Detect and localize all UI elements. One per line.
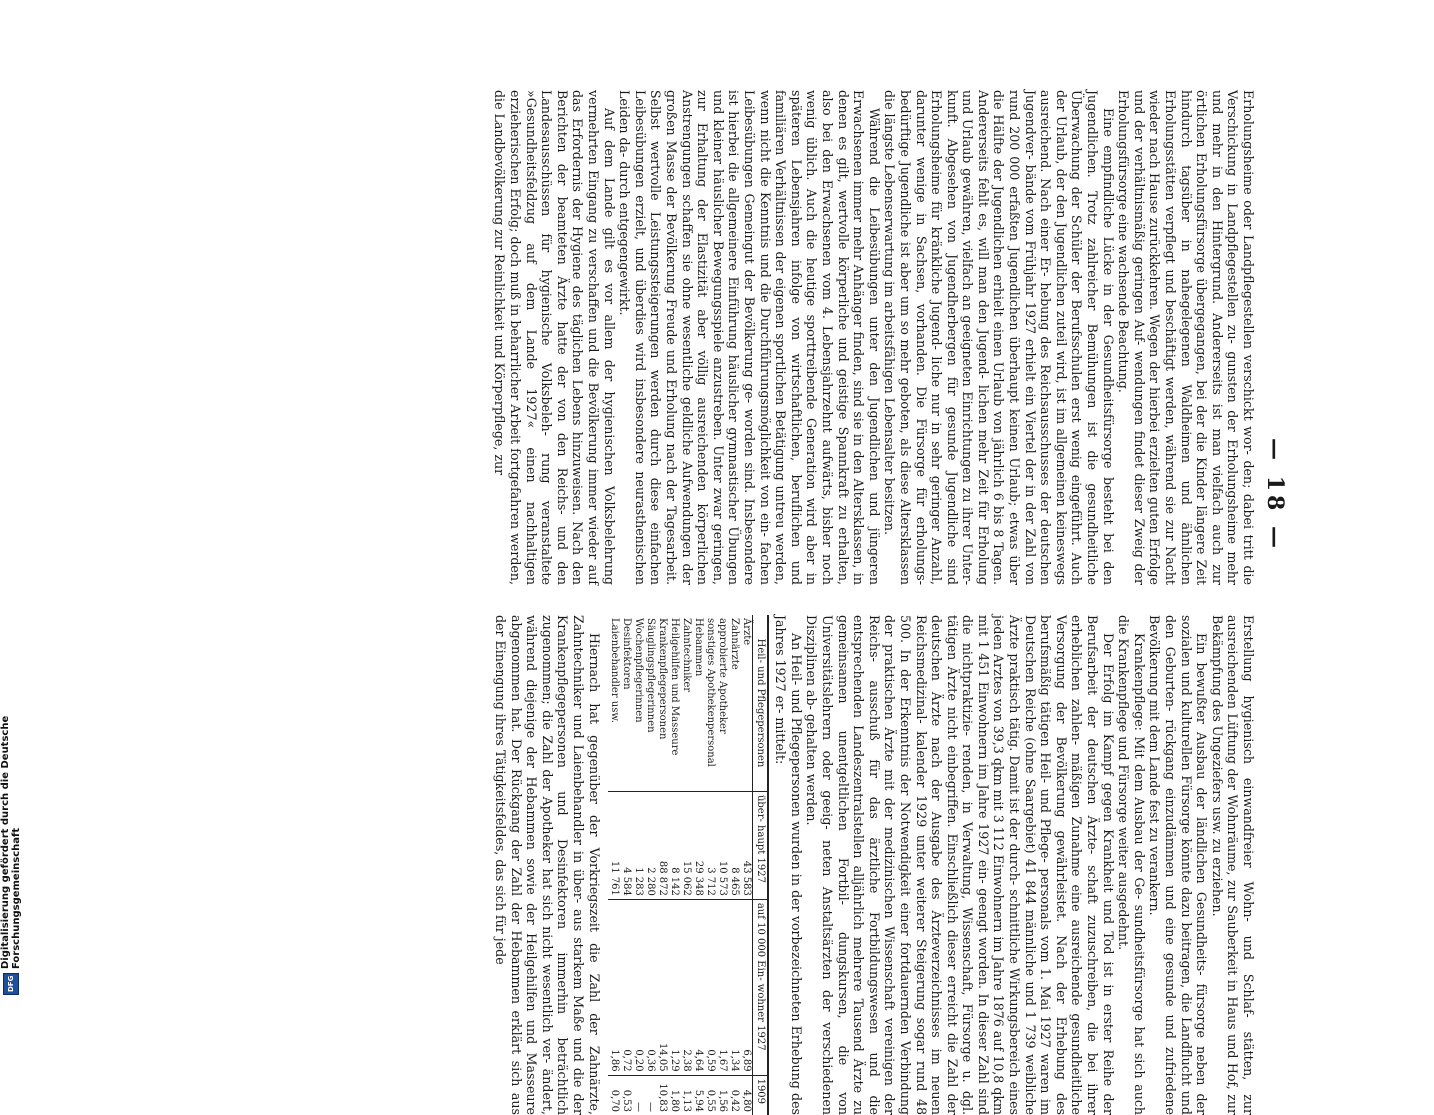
row-value: 0,53	[620, 1075, 632, 1115]
row-value: 43 583	[740, 791, 753, 899]
row-label: Säuglingspflegerinnen	[644, 618, 656, 733]
row-value: 3 712	[704, 791, 716, 899]
table-row	[656, 615, 668, 1115]
row-value: 0,36	[644, 899, 656, 1075]
row-value: 0,59	[704, 899, 716, 1075]
paragraph: Während die Leibesübungen unter den Jugendlichen und jüngeren Erwachsenen immer mehr Anhänger finden, sind sie in den Altersklassen, in denen es gilt, wertvolle körperliche und geistige Spannkraft zu erhalten, also bei den Erwachsenen vom 4. Lebensjahrzehnt aufwärts, bisher noch wenig üblich. Auch die heutige sporttreibende Generation wird aber in späteren Lebensjahren infolge von wirtschaftlichen, beruflichen und familiären Verhältnissen der eigenen sportlichen Betätigung untreu werden, wenn nicht die Kenntnis und die Durchführungsmöglichkeit von ein- fachen Leibesübungen Gemeingut der Bevölkerung ge- worden sind. Insbesondere ist hierbei die allgemeinere Einführung häuslicher gymnastischer Übungen und kleiner häuslicher Bewegungsspiele anzustreben. Unter zwar geringen, zur Erhaltung der Elastizität aber völlig ausreichenden körperlichen Anstrengungen schaffen sie ohne wesentliche geldliche Aufwendungen der großen Masse der Bevölkerung Freude und Erholung nach der Tagesarbeit. Selbst wertvolle Leistungssteigerungen werden durch diese einfachen Leibesübungen erzielt, und überdies wird insbesondere neurasthenischen Leiden da- durch entgegengewirkt.	[617, 90, 882, 585]
row-value: 4 584	[620, 791, 632, 899]
table-body	[608, 615, 753, 1115]
row-value: 2 280	[644, 791, 656, 899]
row-label: approbierte Apotheker	[716, 618, 728, 734]
row-value: 88 872	[656, 791, 668, 899]
left-column	[492, 90, 1256, 585]
row-label: Zahnärzte	[728, 618, 740, 670]
row-value: 1,13	[680, 1075, 692, 1115]
row-value: 1,29	[668, 899, 680, 1075]
row-value: 1,34	[728, 899, 740, 1075]
paragraph: Ein bewußter Ausbau der ländlichen Gesundheits- fürsorge neben der sozialen und kulturellen Fürsorge könnte dazu beitragen, die Landflucht und den Geburten- rückgang einzudämmen und eine gesunde und zufriedene Bevölkerung mit dem Lande fest zu verankern.	[1147, 615, 1210, 1115]
paragraph: Der Erfolg im Kampf gegen Krankheit und Tod ist in erster Reihe der Berufsarbeit der deutschen Ärzte- schaft zuzuschreiben, die bei ihrer erheblichen zahlen- mäßigen Zunahme eine ausreichende gesundheitliche Versorgung der Bevölkerung gewährleistet. Nach der Erhebung des berufsmäßig tätigen Heil- und Pflege- personals vom 1. Mai 1927 waren im Deutschen Reiche (ohne Saargebiet) 41 844 männliche und 1 739 weibliche Ärzte praktisch tätig. Damit ist der durch- schnittliche Wirkungsbereich eines jeden Arztes von 39,3 qkm mit 3 112 Einwohnern im Jahre 1876 auf 10,8 qkm mit 1 451 Einwohnern im Jahre 1927 ein- geengt worden. In dieser Zahl sind die nichtpraktizie- renden, in Verwaltung, Wissenschaft, Fürsorge u. dgl. tätigen Ärzte nicht einbegriffen. Einschließlich dieser erreicht die Zahl der deutschen Ärzte nach der Ausgabe des Ärzteverzeichnisses im neuen Reichsmedizinal- kalender 1929 unter weiterer Steigerung sogar rund 48 500. In der Erkenntnis der Notwendigkeit einer fortdauernden Verbindung der praktischen Ärzte mit der medizinischen Wissenschaft vereinigen der Reichs- ausschuß für das ärztliche Fortbildungswesen und die entsprechenden Landeszentralstellen alljährlich mehrere Tausend Ärzte zu gemeinsamen unentgeltlichen Fortbil- dungskursen, die von Universitätslehrern oder geeig- neten Anstaltsärzten der verschiedenen Disziplinen ab- gehalten werden.	[804, 615, 1116, 1115]
digitization-credit	[2, 600, 20, 995]
table-row	[620, 615, 632, 1115]
row-value: 1,80	[668, 1075, 680, 1115]
table-row	[728, 615, 740, 1115]
right-column	[492, 615, 1256, 1115]
table-row	[632, 615, 644, 1115]
table-title: Heil- und Pflegepersonen	[752, 615, 768, 791]
paragraph: Erholungsheime oder Landpflegestellen verschickt wor- den; dabei tritt die Verschickung in Landpflegestellen zu- gunsten der Erholungsheime mehr und mehr in den Hintergrund. Andererseits ist man vielfach auch zur örtlichen Erholungsfürsorge übergegangen, bei der die Kinder längere Zeit hindurch tagsüber in nahegelegenen Waldheimen und ähnlichen Erholungsstätten verpflegt und beschäftigt werden, während sie zur Nacht wieder nach Hause zurückkehren. Wegen der hierbei erzielten guten Erfolge und der verhältnismäßig geringen Auf- wendungen findet dieser Zweig der Erholungsfürsorge eine wachsende Beachtung.	[1116, 90, 1256, 585]
paragraph: Eine empfindliche Lücke in der Gesundheitsfürsorge besteht bei den Jugendlichen. Trotz zahlreicher Bemühungen ist die gesundheitliche Überwachung der Schüler der Berufsschulen erst wenig eingeführt. Auch der Urlaub, der den Jugendlichen zuteil wird, ist im allgemeinen keineswegs ausreichend. Nach einer Er- hebung des Reichsausschusses der deutschen Jugendver- bände vom Frühjahr 1927 erhielt ein Viertel der in der Zahl von rund 200 000 erfaßten Jugendlichen überhaupt keinen Urlaub; etwas über die Hälfte der Jugendlichen erhielt einen Urlaub von jährlich 6 bis 8 Tagen. Andererseits fehlt es, will man den Jugend- lichen mehr Zeit für Erholung und Urlaub gewähren, vielfach an geeigneten Einrichtungen zu ihrer Unter- kunft. Abgesehen von Jugendherbergen für gesunde Jugendliche sind Erholungsheime für kränkliche Jugend- liche nur in sehr geringer Anzahl, darunter wenige in Sachsen, vorhanden. Die Fürsorge für erholungs- bedürftige Jugendliche ist aber um so mehr geboten, als diese Altersklassen die längste Lebenserwartung im arbeitsfähigen Lebensalter besitzen.	[882, 90, 1116, 585]
row-value: 0,70	[608, 1075, 620, 1115]
header-total-1927: über- haupt 1927	[752, 791, 768, 899]
table-row	[680, 615, 692, 1115]
table-row	[716, 615, 728, 1115]
row-label: Krankenpflegepersonen	[656, 618, 668, 740]
row-value: —	[632, 1075, 644, 1115]
row-value: 1 283	[632, 791, 644, 899]
row-value: 0,42	[728, 1075, 740, 1115]
table-header-row	[752, 615, 768, 1115]
row-value: —	[644, 1075, 656, 1115]
row-label: sonstiges Apothekenpersonal	[704, 618, 716, 767]
table-row	[644, 615, 656, 1115]
row-value: 8 142	[668, 791, 680, 899]
table-row	[692, 615, 704, 1115]
row-value: 1,86	[608, 899, 620, 1075]
header-per10k-1927: auf 10 000 Ein- wohner 1927	[752, 899, 768, 1075]
row-value: 0,72	[620, 899, 632, 1075]
paragraph: An Heil- und Pflegepersonen wurden in der vorbezeichneten Erhebung des Jahres 1927 er- mittelt:	[773, 615, 804, 1115]
table-row	[608, 615, 620, 1115]
row-label: Zahntechniker	[680, 618, 692, 693]
row-label: Heilgehilfen und Masseure	[668, 618, 680, 756]
row-value: 15 062	[680, 791, 692, 899]
table-row	[668, 615, 680, 1115]
row-label: Laienbehandler usw.	[608, 618, 620, 723]
row-label: Ärzte	[740, 618, 752, 646]
paragraph: Auf dem Lande gilt es vor allem der hygienischen Volksbelehrung vermehrten Eingang zu verschaffen und die Bevölkerung immer wieder auf das Erfordernis der Hygiene des täglichen Lebens hinzuweisen. Nach den Berichten der beamteten Ärzte hatte der von den Reichs- und den Landesausschüssen für hygienische Volksbeleh- rung veranstaltete »Gesundheitsfeldzug auf dem Lande 1927« einen nachhaltigen erzieherischen Erfolg; doch muß in beharrlicher Arbeit fortgefahren werden, die Landbevölkerung zur Reinlichkeit und Körperpflege, zur	[492, 90, 617, 585]
row-value: 6,89	[740, 899, 753, 1075]
row-value: 4,80	[740, 1075, 753, 1115]
credit-text: Digitalisierung gefördert durch die Deutsche Forschungsgemeinschaft	[0, 715, 22, 969]
row-value: 29 348	[692, 791, 704, 899]
row-value: 5,94	[692, 1075, 704, 1115]
row-value: 10 573	[716, 791, 728, 899]
rotated-page	[143, 90, 1288, 1115]
dfg-logo-icon: DFG	[3, 973, 19, 995]
row-value: 14,05	[656, 899, 668, 1075]
row-label: Wochenpflegerinnen	[632, 618, 644, 723]
personnel-table	[608, 615, 769, 1115]
row-value: 8 465	[728, 791, 740, 899]
row-label: Hebammen	[692, 618, 704, 677]
row-value: 0,20	[632, 899, 644, 1075]
table-row	[740, 615, 753, 1115]
paragraph: Erstellung hygienisch einwandfreier Wohn- und Schlaf- stätten, zur ausreichenden Lüftung der Wohnräume, zur Sauberkeit in Haus und Hof, zur Bekämpfung des Ungeziefers usw. zu erziehen.	[1209, 615, 1256, 1115]
row-label: Desinfektoren	[620, 618, 632, 690]
paragraph: Hiernach hat gegenüber der Vorkriegszeit die Zahl der Zahnärzte, Zahntechniker und Laienbehandler in über- aus starkem Maße und die der Krankenpflegepersonen und Desinfektoren immerhin beträchtlich zugenommen; die Zahl der Apotheker hat sich nicht wesentlich ver- ändert, während diejenige der Hebammen sowie der Heilgehilfen und Masseure abgenommen hat. Der Rückgang der Zahl der Hebammen erklärt sich aus der Einengung ihres Tätigkeitsfeldes, das sich für jede	[493, 615, 602, 1115]
row-value: 1,67	[716, 899, 728, 1075]
row-value: 2,38	[680, 899, 692, 1075]
page-number: — 18 —	[1262, 438, 1288, 552]
row-value: 10,83	[656, 1075, 668, 1115]
header-per10k-1909: 1909	[752, 1075, 768, 1115]
row-value: 4,64	[692, 899, 704, 1075]
table-row	[704, 615, 716, 1115]
row-value: 0,55	[704, 1075, 716, 1115]
row-value: 1,56	[716, 1075, 728, 1115]
row-value: 11 761	[608, 791, 620, 899]
paragraph: Krankenpflege: Mit dem Ausbau der Ge- sundheitsfürsorge hat sich auch die Krankenpflege und Fürsorge weiter ausgedehnt.	[1116, 615, 1147, 1115]
